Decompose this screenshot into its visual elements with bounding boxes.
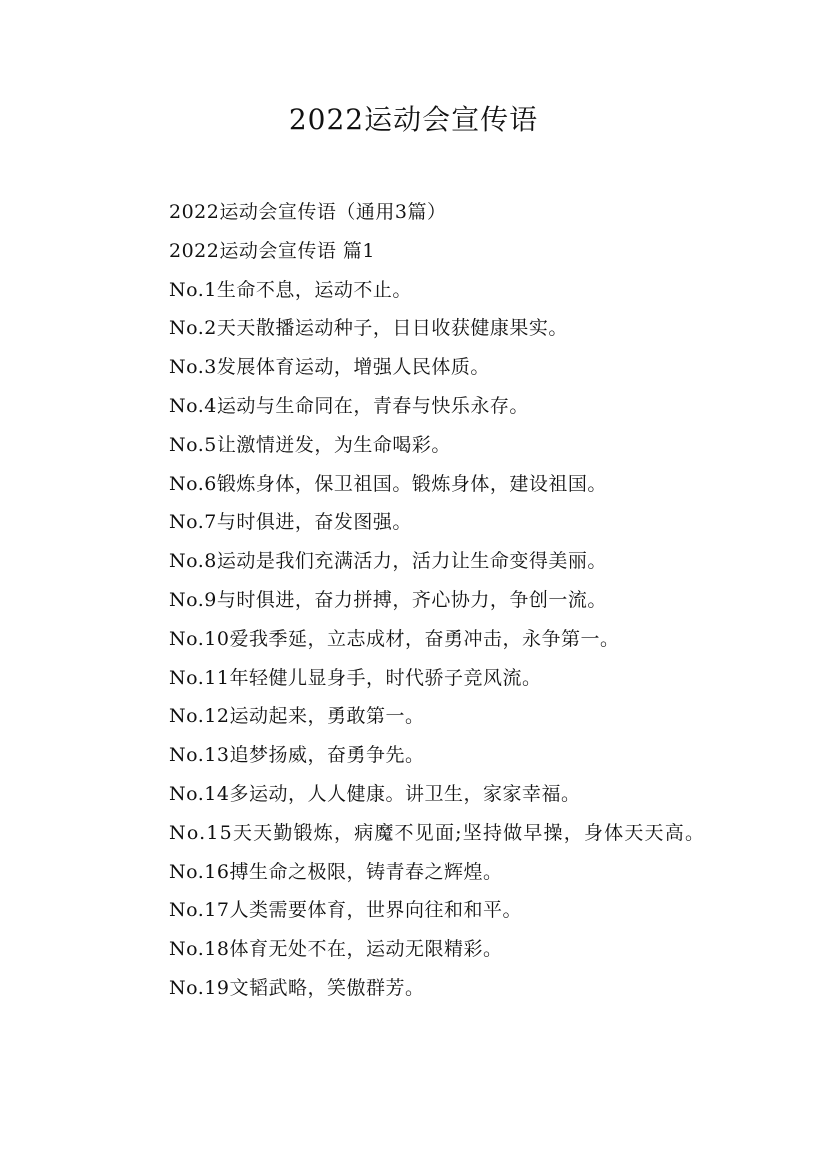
slogan-line-11: No.11年轻健儿显身手，时代骄子竞风流。 xyxy=(169,666,542,689)
slogan-line-14: No.14多运动，人人健康。讲卫生，家家幸福。 xyxy=(169,782,581,805)
slogan-line-9: No.9与时俱进，奋力拼搏，齐心协力，争创一流。 xyxy=(169,588,607,611)
slogan-line-19: No.19文韬武略，笑傲群芳。 xyxy=(169,976,425,999)
slogan-line-17: No.17人类需要体育，世界向往和和平。 xyxy=(169,899,522,922)
document-title: 2022运动会宣传语 xyxy=(288,103,539,136)
slogan-line-2: No.2天天散播运动种子，日日收获健康果实。 xyxy=(169,317,568,340)
slogan-line-8: No.8运动是我们充满活力，活力让生命变得美丽。 xyxy=(169,550,607,573)
slogan-line-3: No.3发展体育运动，增强人民体质。 xyxy=(169,356,490,379)
document-body xyxy=(127,193,707,1008)
section-heading: 2022运动会宣传语 篇1 xyxy=(169,239,375,262)
slogan-line-5: No.5让激情迸发，为生命喝彩。 xyxy=(169,433,451,456)
slogan-line-6: No.6锻炼身体，保卫祖国。锻炼身体，建设祖国。 xyxy=(169,472,607,495)
slogan-line-4: No.4运动与生命同在，青春与快乐永存。 xyxy=(169,394,529,417)
slogan-line-15: No.15天天勤锻炼，病魔不见面;坚持做早操，身体天天高。 xyxy=(169,821,706,844)
subtitle-line: 2022运动会宣传语（通用3篇） xyxy=(169,201,447,223)
slogan-line-13: No.13追梦扬威，奋勇争先。 xyxy=(169,744,425,767)
slogan-line-12: No.12运动起来，勇敢第一。 xyxy=(169,705,425,728)
slogan-line-1: No.1生命不息，运动不止。 xyxy=(169,278,412,301)
slogan-line-16: No.16搏生命之极限，铸青春之辉煌。 xyxy=(169,860,503,883)
slogan-line-10: No.10爱我季延，立志成材，奋勇冲击，永争第一。 xyxy=(169,627,620,650)
slogan-line-7: No.7与时俱进，奋发图强。 xyxy=(169,511,412,534)
slogan-line-18: No.18体育无处不在，运动无限精彩。 xyxy=(169,938,503,961)
